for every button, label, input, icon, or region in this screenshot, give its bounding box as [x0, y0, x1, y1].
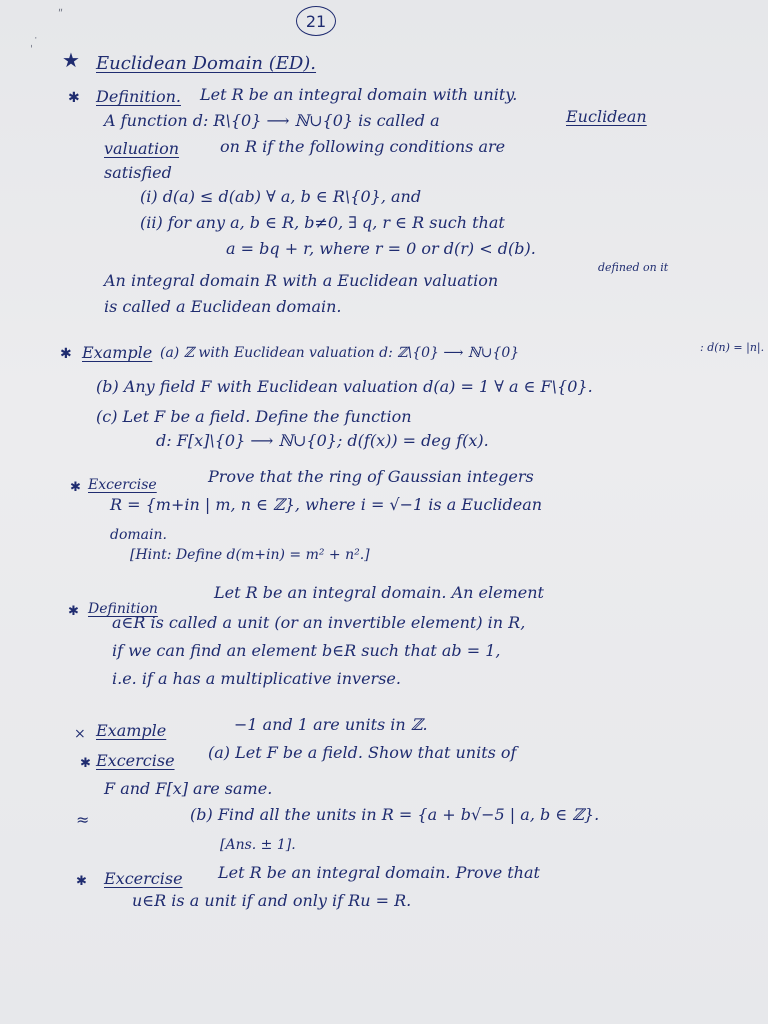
- asterisk-bullet-icon: ✱: [60, 346, 72, 362]
- exercise-text: Prove that the ring of Gaussian integers: [208, 467, 534, 486]
- condition-item: (ii) for any a, b ∈ R, b≠0, ∃ q, r ∈ R such that: [140, 213, 505, 232]
- scratch-mark: ˌ˙: [30, 36, 39, 49]
- exercise-label: Excercise: [96, 751, 175, 770]
- scribble-mark-icon: ≈: [76, 810, 90, 829]
- definition-text: A function d: R\{0} ⟶ ℕ∪{0} is called a: [104, 111, 440, 130]
- exercise-text: (a) Let F be a field. Show that units of: [208, 743, 517, 762]
- definition-term: Euclidean: [566, 107, 647, 126]
- exercise-label: Excercise: [88, 477, 157, 493]
- scratch-mark: ʺ: [58, 8, 64, 21]
- definition-text: on R if the following conditions are: [220, 137, 506, 156]
- asterisk-bullet-icon: ✱: [80, 756, 91, 771]
- asterisk-bullet-icon: ✱: [68, 604, 79, 619]
- definition-text: if we can find an element b∈R such that ab = 1,: [112, 641, 501, 660]
- exercise-text: R = {m+in | m, n ∈ ℤ}, where i = √−1 is a Euclidean: [110, 495, 543, 514]
- example-item: (b) Any field F with Euclidean valuation d(a) = 1 ∀ a ∈ F\{0}.: [96, 377, 593, 396]
- example-label: Example: [96, 721, 167, 740]
- definition-text: Let R be an integral domain with unity.: [200, 85, 518, 104]
- definition-text: a∈R is called a unit (or an invertible element) in R,: [112, 613, 526, 632]
- exercise-text: u∈R is a unit if and only if Ru = R.: [132, 891, 412, 910]
- example-label: Example: [82, 343, 153, 362]
- condition-item: a = bq + r, where r = 0 or d(r) < d(b).: [226, 239, 536, 258]
- example-item: : d(n) = |n|.: [700, 341, 765, 354]
- exercise-text: (b) Find all the units in R = {a + b√−5 | a, b ∈ ℤ}.: [190, 805, 600, 824]
- exercise-hint: [Hint: Define d(m+in) = m² + n².]: [130, 547, 370, 563]
- asterisk-bullet-icon: ✱: [68, 90, 80, 106]
- asterisk-bullet-icon: ✱: [70, 480, 81, 495]
- exercise-label: Excercise: [104, 869, 183, 888]
- definition-text: i.e. if a has a multiplicative inverse.: [112, 669, 401, 688]
- definition-text: An integral domain R with a Euclidean valuation: [104, 271, 499, 290]
- exercise-text: domain.: [110, 527, 167, 543]
- example-item: (c) Let F be a field. Define the function: [96, 407, 412, 426]
- definition-text: satisfied: [104, 163, 172, 182]
- example-item: (a) ℤ with Euclidean valuation d: ℤ\{0} ⟶ ℕ∪{0}: [160, 345, 520, 361]
- definition-text: defined on it: [598, 261, 669, 274]
- exercise-text: Let R be an integral domain. Prove that: [218, 863, 540, 882]
- exercise-text: F and F[x] are same.: [104, 779, 273, 798]
- example-text: −1 and 1 are units in ℤ.: [234, 715, 428, 734]
- asterisk-bullet-icon: ✱: [76, 874, 87, 889]
- definition-text: is called a Euclidean domain.: [104, 297, 342, 316]
- section-title: Euclidean Domain (ED).: [96, 53, 317, 74]
- star-bullet-icon: ★: [62, 48, 80, 72]
- definition-label: Definition.: [96, 87, 181, 106]
- condition-item: (i) d(a) ≤ d(ab) ∀ a, b ∈ R\{0}, and: [140, 187, 422, 206]
- cross-bullet-icon: ×: [74, 726, 86, 742]
- definition-text: Let R be an integral domain. An element: [214, 583, 544, 602]
- example-item: d: F[x]\{0} ⟶ ℕ∪{0}; d(f(x)) = deg f(x).: [156, 431, 489, 450]
- page-number: 21: [296, 6, 336, 36]
- definition-label: Definition: [88, 601, 158, 617]
- exercise-answer: [Ans. ± 1].: [220, 837, 296, 853]
- definition-term: valuation: [104, 139, 180, 158]
